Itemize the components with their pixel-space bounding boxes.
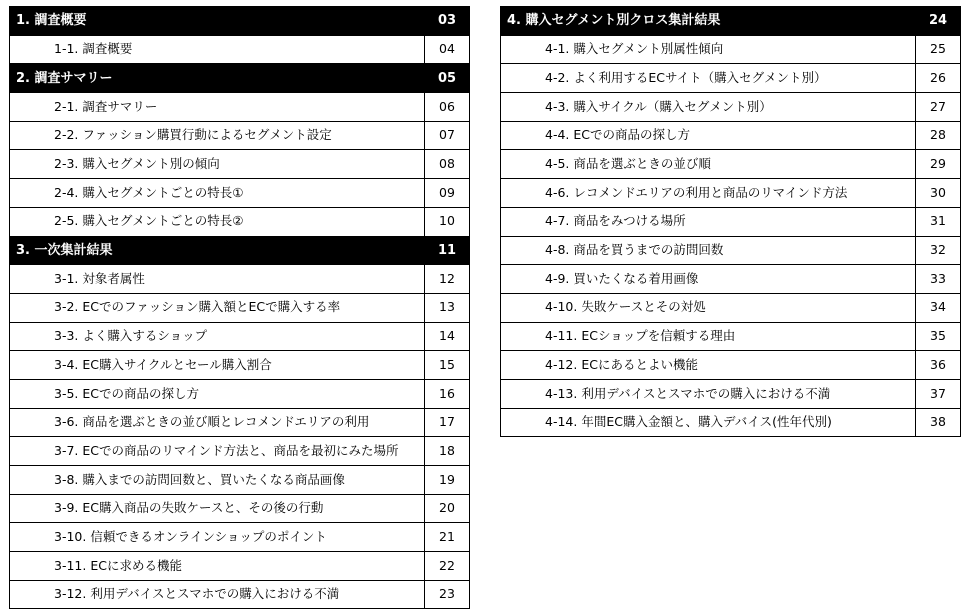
item-title: 3-2. ECでのファッション購入額とECで購入する率 [10, 293, 425, 322]
item-title: 2-2. ファッション購買行動によるセグメント設定 [10, 121, 425, 150]
page-number: 19 [425, 466, 470, 495]
section-title: 4. 購入セグメント別クロス集計結果 [501, 7, 916, 36]
toc-item-row[interactable] [501, 408, 961, 437]
toc-item-row[interactable] [501, 207, 961, 236]
page-number: 30 [916, 179, 961, 208]
item-title: 4-7. 商品をみつける場所 [501, 207, 916, 236]
toc-item-row[interactable] [10, 93, 470, 122]
item-title: 1-1. 調査概要 [10, 35, 425, 64]
item-title: 3-12. 利用デバイスとスマホでの購入における不満 [10, 580, 425, 609]
item-title: 4-14. 年間EC購入金額と、購入デバイス(性年代別) [501, 408, 916, 437]
page-number: 33 [916, 265, 961, 294]
toc-section-row[interactable] [10, 64, 470, 93]
page-number: 32 [916, 236, 961, 265]
page-number: 26 [916, 64, 961, 93]
toc-item-row[interactable] [501, 322, 961, 351]
page-number: 23 [425, 580, 470, 609]
page-number: 08 [425, 150, 470, 179]
page-number: 24 [916, 7, 961, 36]
page-number: 25 [916, 35, 961, 64]
item-title: 4-13. 利用デバイスとスマホでの購入における不満 [501, 379, 916, 408]
page-number: 27 [916, 93, 961, 122]
page-number: 03 [425, 7, 470, 36]
page-number: 07 [425, 121, 470, 150]
section-title: 1. 調査概要 [10, 7, 425, 36]
toc-item-row[interactable] [501, 35, 961, 64]
page-number: 12 [425, 265, 470, 294]
toc-item-row[interactable] [501, 179, 961, 208]
item-title: 4-12. ECにあるとよい機能 [501, 351, 916, 380]
item-title: 4-1. 購入セグメント別属性傾向 [501, 35, 916, 64]
toc-item-row[interactable] [10, 207, 470, 236]
page-number: 05 [425, 64, 470, 93]
toc-item-row[interactable] [10, 379, 470, 408]
item-title: 4-4. ECでの商品の探し方 [501, 121, 916, 150]
page-number: 04 [425, 35, 470, 64]
page-number: 35 [916, 322, 961, 351]
item-title: 2-1. 調査サマリー [10, 93, 425, 122]
toc-item-row[interactable] [10, 552, 470, 581]
toc-item-row[interactable] [10, 322, 470, 351]
item-title: 3-6. 商品を選ぶときの並び順とレコメンドエリアの利用 [10, 408, 425, 437]
toc-right-column [500, 6, 961, 437]
toc-item-row[interactable] [501, 93, 961, 122]
toc-item-row[interactable] [10, 150, 470, 179]
item-title: 3-9. EC購入商品の失敗ケースと、その後の行動 [10, 494, 425, 523]
page-number: 31 [916, 207, 961, 236]
toc-section-row[interactable] [10, 236, 470, 265]
item-title: 4-9. 買いたくなる着用画像 [501, 265, 916, 294]
item-title: 4-10. 失敗ケースとその対処 [501, 293, 916, 322]
toc-item-row[interactable] [10, 408, 470, 437]
item-title: 4-3. 購入サイクル（購入セグメント別） [501, 93, 916, 122]
item-title: 4-11. ECショップを信頼する理由 [501, 322, 916, 351]
page-number: 36 [916, 351, 961, 380]
item-title: 4-6. レコメンドエリアの利用と商品のリマインド方法 [501, 179, 916, 208]
item-title: 3-3. よく購入するショップ [10, 322, 425, 351]
toc-item-row[interactable] [501, 293, 961, 322]
page-number: 34 [916, 293, 961, 322]
toc-item-row[interactable] [10, 466, 470, 495]
page-number: 22 [425, 552, 470, 581]
page-number: 15 [425, 351, 470, 380]
page-number: 11 [425, 236, 470, 265]
toc-item-row[interactable] [10, 265, 470, 294]
toc-item-row[interactable] [10, 293, 470, 322]
toc-item-row[interactable] [10, 351, 470, 380]
page-number: 29 [916, 150, 961, 179]
item-title: 3-7. ECでの商品のリマインド方法と、商品を最初にみた場所 [10, 437, 425, 466]
page-number: 13 [425, 293, 470, 322]
toc-item-row[interactable] [10, 35, 470, 64]
toc-item-row[interactable] [501, 236, 961, 265]
page-number: 28 [916, 121, 961, 150]
toc-item-row[interactable] [501, 64, 961, 93]
item-title: 3-11. ECに求める機能 [10, 552, 425, 581]
item-title: 3-10. 信頼できるオンラインショップのポイント [10, 523, 425, 552]
page-number: 14 [425, 322, 470, 351]
section-title: 2. 調査サマリー [10, 64, 425, 93]
toc-item-row[interactable] [10, 494, 470, 523]
page-number: 09 [425, 179, 470, 208]
item-title: 3-4. EC購入サイクルとセール購入割合 [10, 351, 425, 380]
toc-item-row[interactable] [501, 121, 961, 150]
item-title: 2-5. 購入セグメントごとの特長② [10, 207, 425, 236]
page-number: 06 [425, 93, 470, 122]
toc-left-column [9, 6, 470, 609]
section-title: 3. 一次集計結果 [10, 236, 425, 265]
item-title: 3-8. 購入までの訪問回数と、買いたくなる商品画像 [10, 466, 425, 495]
page-number: 16 [425, 379, 470, 408]
toc-item-row[interactable] [501, 379, 961, 408]
toc-item-row[interactable] [10, 580, 470, 609]
toc-item-row[interactable] [10, 179, 470, 208]
page-number: 17 [425, 408, 470, 437]
item-title: 2-3. 購入セグメント別の傾向 [10, 150, 425, 179]
page-number: 18 [425, 437, 470, 466]
toc-item-row[interactable] [501, 351, 961, 380]
page-number: 20 [425, 494, 470, 523]
toc-item-row[interactable] [10, 437, 470, 466]
item-title: 2-4. 購入セグメントごとの特長① [10, 179, 425, 208]
page-number: 21 [425, 523, 470, 552]
item-title: 4-5. 商品を選ぶときの並び順 [501, 150, 916, 179]
toc-item-row[interactable] [501, 150, 961, 179]
item-title: 3-5. ECでの商品の探し方 [10, 379, 425, 408]
item-title: 4-8. 商品を買うまでの訪問回数 [501, 236, 916, 265]
toc-section-row[interactable] [501, 7, 961, 36]
page-number: 37 [916, 379, 961, 408]
page-number: 10 [425, 207, 470, 236]
page-number: 38 [916, 408, 961, 437]
item-title: 4-2. よく利用するECサイト（購入セグメント別） [501, 64, 916, 93]
toc-item-row[interactable] [10, 523, 470, 552]
toc-section-row[interactable] [10, 7, 470, 36]
toc-item-row[interactable] [501, 265, 961, 294]
item-title: 3-1. 対象者属性 [10, 265, 425, 294]
toc-item-row[interactable] [10, 121, 470, 150]
